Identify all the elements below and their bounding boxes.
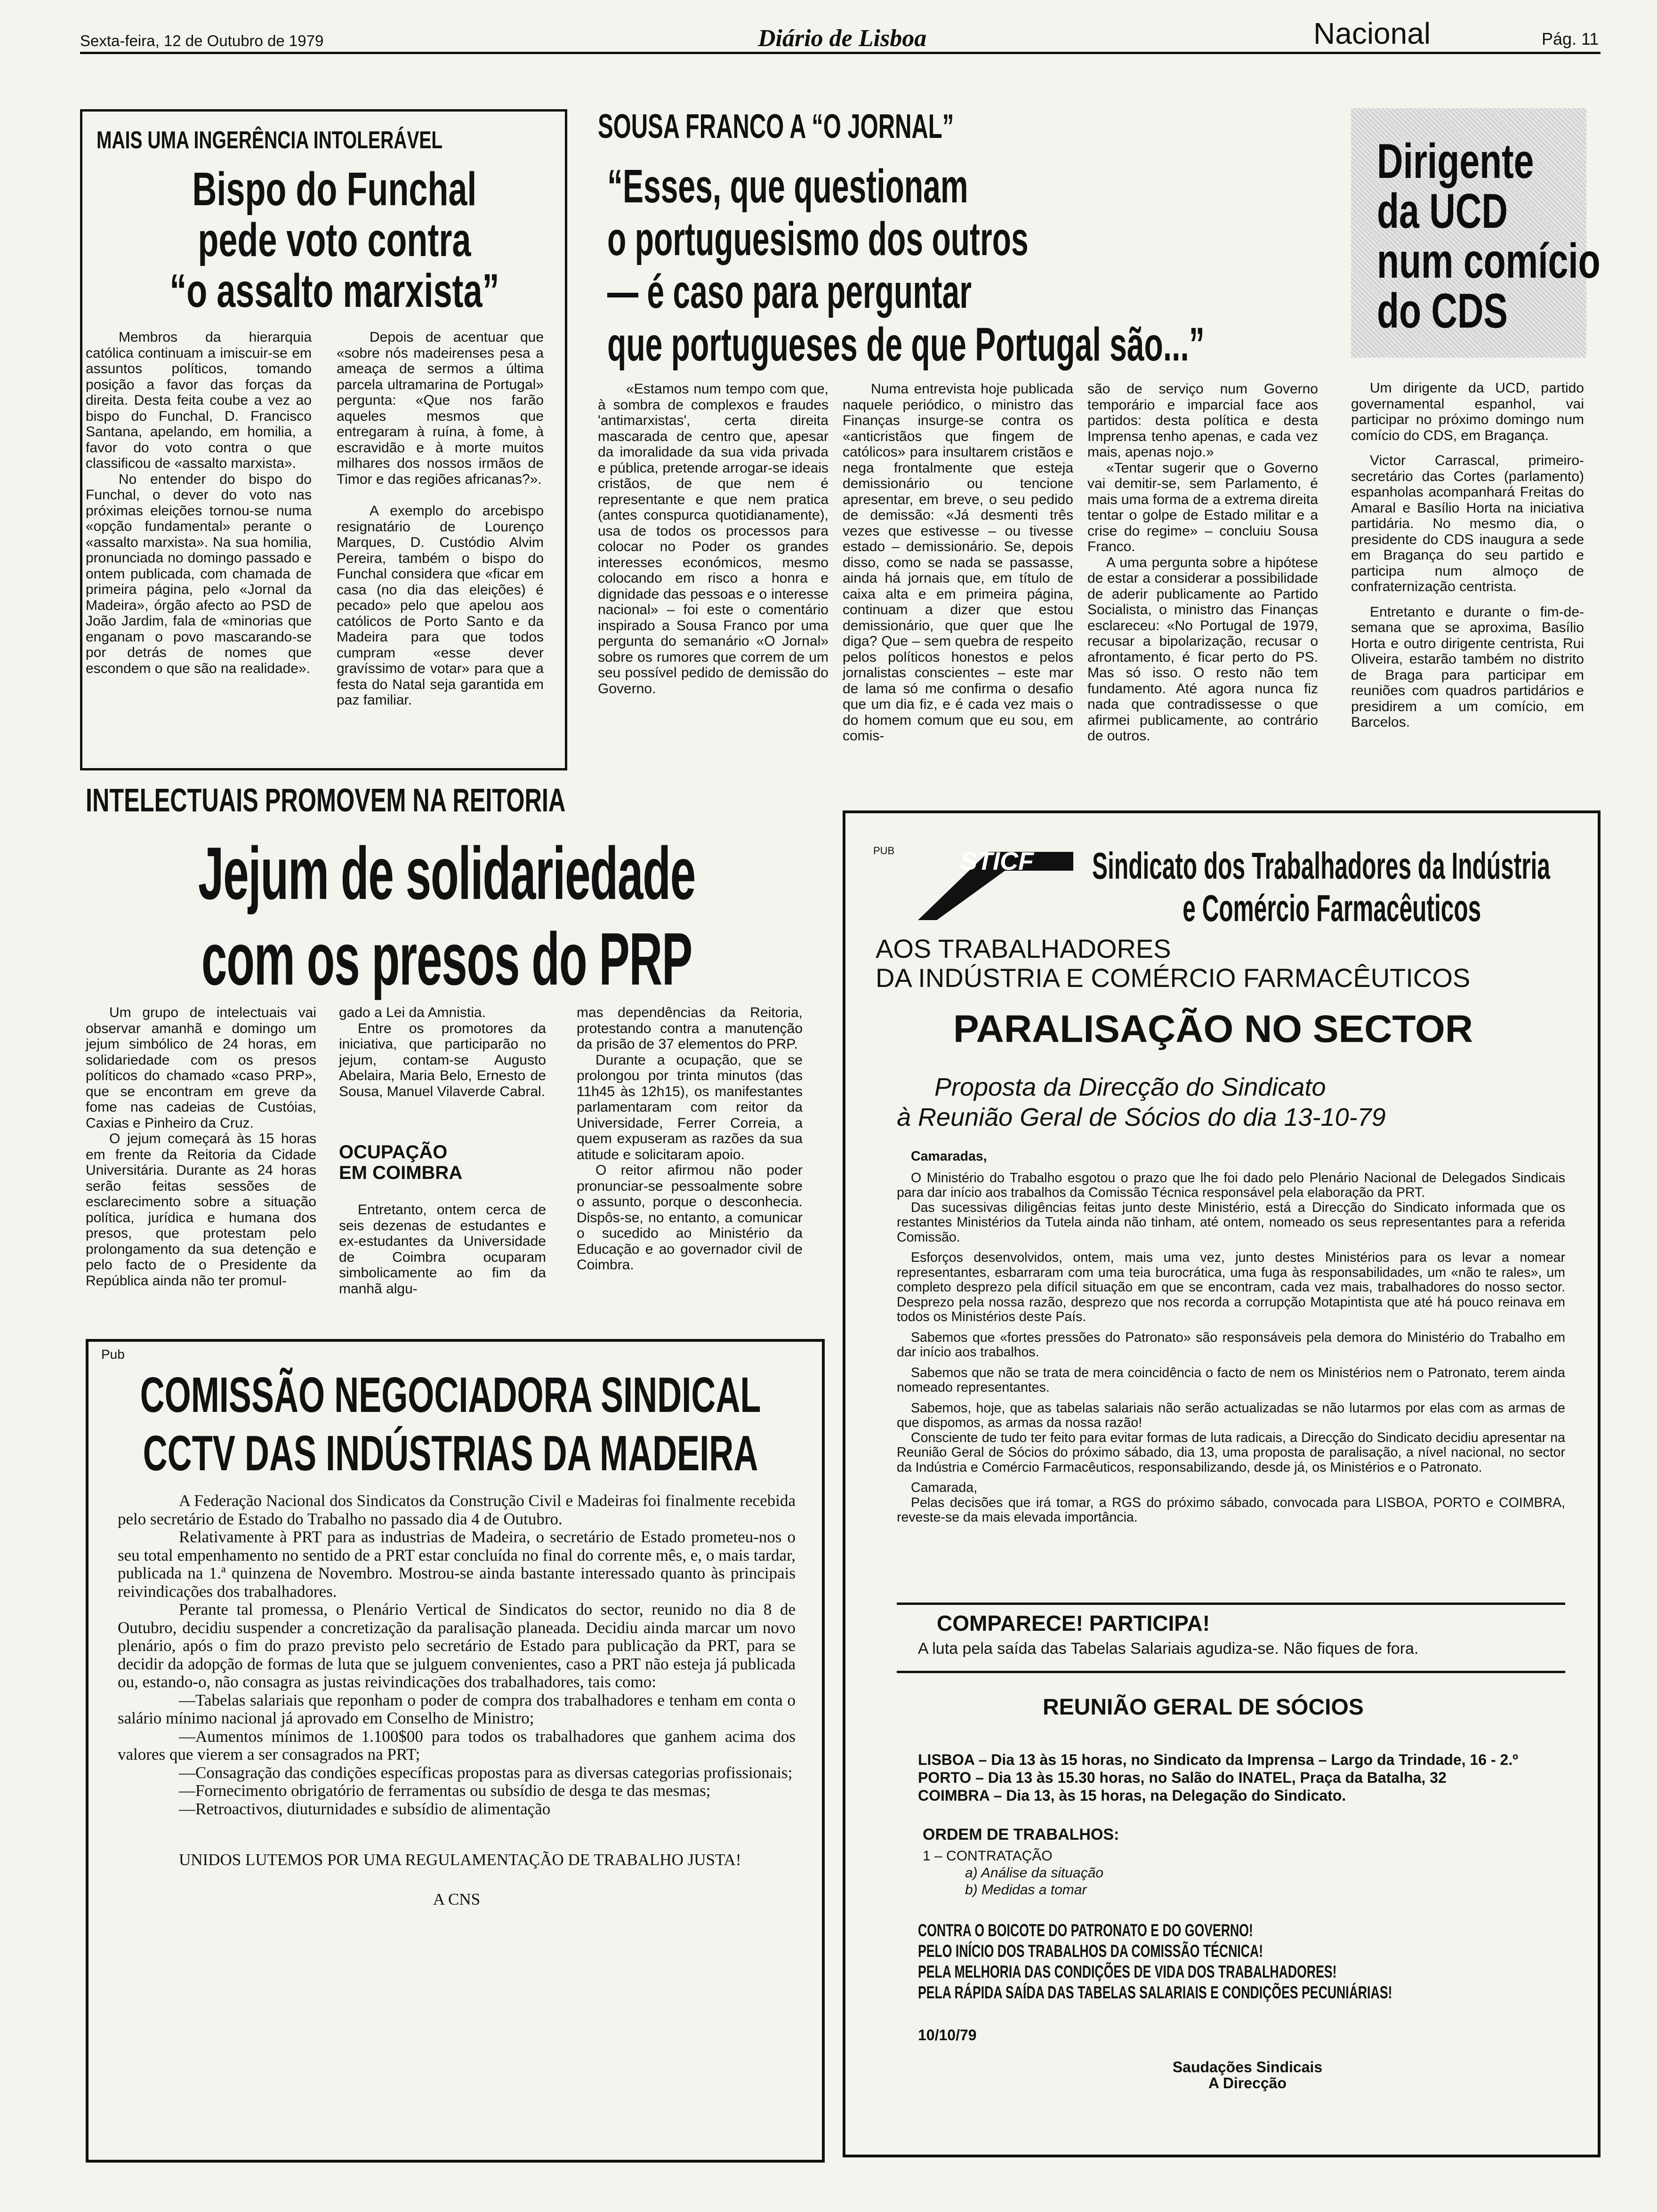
ad-cns-title-line: CCTV DAS INDÚSTRIAS DA MADEIRA	[143, 1426, 758, 1481]
jejum-headline	[169, 831, 724, 1002]
sousa-headline-line: o portuguesismo dos outros	[607, 213, 1029, 265]
paragraph: Sabemos, hoje, que as tabelas salariais não serão actualizadas se não lutarmos por elas com as armas de que dispomos, as armas da nossa razão!	[897, 1400, 1565, 1430]
meeting-line: LISBOA – Dia 13 às 15 horas, no Sindicato da Imprensa – Largo da Trindade, 16 - 2.º	[918, 1751, 1518, 1768]
sticf-divider	[897, 1603, 1565, 1605]
paragraph: «Tentar sugerir que o Governo vai demitir-se, sem Parlamento, é mais uma forma de a extrema direita tentar o golpe de Estado militar e a crise do regime» – concluiu Sousa Franco.	[1087, 460, 1318, 554]
paragraph: Victor Carrascal, primeiro-secretário das Cortes (parlamento) espanholas acompanhará Freitas do Amaral e Basílio Horta na iniciativa partidária. No mesmo dia, o presidente do CDS inaugura a sede em Bragança do seu partido e participa num almoço de confraternização centrista.	[1351, 453, 1584, 594]
subtitle-line: à Reunião Geral de Sócios do dia 13-10-79	[897, 1103, 1386, 1131]
paragraph: A Federação Nacional dos Sindicatos da Construção Civil e Madeiras foi finalmente recebida pelo secretário de Estado do Trabalho no passado dia 4 de Outubro.	[118, 1491, 796, 1528]
ucd-headline-line: num comício	[1377, 234, 1601, 289]
union-name-line: Sindicato dos Trabalhadores da Indústria	[1092, 845, 1550, 887]
bispo-headline-line: pede voto contra	[198, 214, 471, 266]
sticf-meetings	[918, 1751, 1518, 1804]
ucd-headline	[1377, 136, 1601, 336]
issue-date: Sexta-feira, 12 de Outubro de 1979	[80, 32, 324, 49]
masthead: Diário de Lisboa	[758, 25, 927, 52]
sticf-call: COMPARECE! PARTICIPA!	[937, 1611, 1210, 1635]
jejum-headline-line: Jejum de solidariedade	[198, 832, 696, 915]
ad-cns-signature: A CNS	[433, 1890, 481, 1908]
paragraph: O reitor afirmou não poder pronunciar-se pessoalmente sobre o assunto, porque o desconhecia. Dispôs-se, no entanto, a comunicar o sucedido ao Ministério da Educação e ao governador civil de Coimbra.	[577, 1162, 803, 1273]
bispo-column-1	[86, 329, 312, 676]
paragraph: «Estamos num tempo com que, à sombra de complexos e fraudes 'antimarxistas', certa direita mascarada de centro que, apesar da imoralidade da sua vida privada e pública, pretende arrogar-se ideais cristãos, de que nem é representante e que nem pratica (antes conspurca quotidianamente), usa de todos os processos para colocar no Poder os grandes interesses económicos, mesmo colocando em risco a honra e dignidade das pessoas e o interesse nacional» – foi este o comentário inspirado a Sousa Franco por uma pergunta do semanário «O Jornal» sobre os rumores que correm de um seu possível pedido de demissão do Governo.	[598, 381, 828, 697]
paragraph: A exemplo do arcebispo resignatário de Lourenço Marques, D. Custódio Alvim Pereira, também o bispo do Funchal considera que «ficar em casa (no dia das eleições) é pecado» pelo que apelou aos católicos de Porto Santo e da Madeira para que todos cumpram «esse dever gravíssimo de votar» para que a festa do Natal seja garantida em paz familiar.	[337, 503, 544, 708]
sousa-headline-line: que portugueses de que Portugal são...”	[607, 318, 1205, 371]
paragraph: Camarada,	[911, 1480, 977, 1495]
ad-cns-body	[118, 1492, 796, 1908]
ad-cns-title-line: COMISSÃO NEGOCIADORA SINDICAL	[140, 1367, 761, 1423]
sticf-slogans	[918, 1920, 1392, 2003]
sticf-audience	[876, 934, 1470, 993]
paragraph: Esforços desenvolvidos, ontem, mais uma vez, junto destes Ministérios para os levar a nomear representantes, esbarraram com uma teia burocrática, uma fuga às responsabilidades, um «não te rales», um completo desprezo pela difícil situação em que se encontram, cada vez mais, trabalhadores do nosso sector. Desprezo pela nossa razão, desprezo que nos recorda a corrupção Motapintista que até há pouco reinava em todos os Ministérios deste País.	[897, 1250, 1565, 1324]
ad-sticf-tag: PUB	[873, 845, 895, 857]
sousa-headline-line: “Esses, que questionam	[607, 160, 968, 213]
paragraph: Consciente de tudo ter feito para evitar formas de luta radicais, a Direcção do Sindicato decidiu apresentar na Reunião Geral de Sócios do próximo sábado, dia 13, uma proposta de paralisação, a nível nacional, no sector da Indústria e Comércio Farmacêuticos, responsabilizando, desde já, os Ministérios e o Patronato.	[897, 1430, 1565, 1475]
slogan-line: PELO INÍCIO DOS TRABALHOS DA COMISSÃO TÉCNICA!	[918, 1941, 1263, 1961]
slogan-line: CONTRA O BOICOTE DO PATRONATO E DO GOVERNO!	[918, 1921, 1253, 1940]
sousa-headline	[607, 160, 1205, 371]
ucd-headline-line: do CDS	[1377, 284, 1508, 338]
ucd-headline-line: Dirigente	[1377, 134, 1534, 189]
subhead-line: EM COIMBRA	[339, 1162, 463, 1183]
bispo-headline	[150, 164, 519, 316]
section-name: Nacional	[1313, 16, 1431, 50]
paragraph: Pelas decisões que irá tomar, a RGS do próximo sábado, convocada para LISBOA, PORTO e COIMBRA, reveste-se da mais elevada importância.	[897, 1495, 1565, 1525]
jejum-headline-line: com os presos do PRP	[201, 918, 692, 1001]
agenda-title: ORDEM DE TRABALHOS:	[923, 1826, 1119, 1843]
ucd-column	[1351, 380, 1584, 730]
paragraph: Sabemos que «fortes pressões do Patronato» são responsáveis pela demora do Ministério do Trabalho em dar início aos trabalhos.	[897, 1330, 1565, 1360]
header-rule	[80, 52, 1601, 54]
paragraph: Entretanto, ontem cerca de seis dezenas de estudantes e ex-estudantes da Universidade de Coimbra ocuparam simbolicamente ao fim da manhã algu-	[339, 1202, 546, 1297]
list-item: —Aumentos mínimos de 1.100$00 para todos os trabalhadores que ganhem acima dos valores que vierem a ser consagrados na PRT;	[118, 1727, 796, 1763]
ad-cns-title	[122, 1366, 779, 1483]
paragraph: Depois de acentuar que «sobre nós madeirenses pesa a ameaça de sermos a última parcela ultramarina de Portugal» pergunta: «Que nos farão aqueles mesmos que entregaram à ruína, à fome, à escravidão e à morte muitos milhares dos nossos irmãos de Timor e das regiões africanas?».	[337, 329, 544, 487]
signature-line: Saudações Sindicais	[1172, 2059, 1323, 2076]
paragraph: Perante tal promessa, o Plenário Vertical de Sindicatos do sector, reunido no dia 8 de Outubro, decidiu suspender a concretização da paralisação planeada. Decidiu ainda marcar um novo plenário, após o fim do prazo previsto pelo secretário de Estado para publicação da PRT, para se decidir da adopção de formas de luta que se julguem convenientes, caso a PRT não esteja já publicada ou, estando-o, não consagra as justas reivindicações dos trabalhadores, tais como:	[118, 1600, 796, 1691]
bispo-column-2	[337, 329, 544, 708]
sticf-salutation: Camaradas,	[911, 1149, 987, 1164]
paragraph: O jejum começará às 15 horas em frente da Reitoria da Cidade Universitária. Durante as 24 horas serão feitas sessões de esclarecimento sobre a situação política, jurídica e humana dos presos, que protestam pelo prolongamento da sua detenção e pelo facto de o Presidente da República ainda não ter promul-	[86, 1131, 316, 1289]
sousa-column-1	[598, 381, 828, 697]
jejum-subhead	[339, 1142, 546, 1183]
paragraph: Entretanto e durante o fim-de-semana que se aproxima, Basílio Horta e outro dirigente centrista, Rui Oliveira, estarão também no distrito de Braga para participar em reuniões com quadros partidários e presidirem a um comício, em Barcelos.	[1351, 604, 1584, 730]
paragraph: gado a Lei da Amnistia.	[339, 1005, 486, 1020]
agenda-sub: a) Análise da situação	[965, 1865, 1104, 1881]
sousa-kicker: SOUSA FRANCO A “O JORNAL”	[598, 108, 954, 145]
meeting-line: COIMBRA – Dia 13, às 15 horas, na Delegação do Sindicato.	[918, 1787, 1346, 1804]
paragraph: Durante a ocupação, que se prolongou por trinta minutos (das 11h45 às 12h15), os manifestantes parlamentaram com reitor da Universidade, Ferrer Correia, a quem expuseram as razões da sua atitude e solicitaram apoio.	[577, 1052, 803, 1162]
slogan-line: PELA RÁPIDA SAÍDA DAS TABELAS SALARIAIS E CONDIÇÕES PECUNIÁRIAS!	[918, 1983, 1392, 2002]
list-item: —Consagração das condições específicas propostas para as diversas categorias profissionais;	[179, 1763, 793, 1782]
slogan-line: PELA MELHORIA DAS CONDIÇÕES DE VIDA DOS TRABALHADORES!	[918, 1962, 1337, 1981]
sticf-logo-text: STICF	[960, 847, 1034, 875]
sticf-title: PARALISAÇÃO NO SECTOR	[953, 1008, 1473, 1050]
sticf-call-sub: A luta pela saída das Tabelas Salariais agudiza-se. Não fiques de fora.	[918, 1640, 1419, 1658]
bispo-headline-line: “o assalto marxista”	[169, 264, 499, 317]
paragraph: Entre os promotores da iniciativa, que participarão no jejum, contam-se Augusto Abelaira, Maria Belo, Ernesto de Sousa, Manuel Vilaverde Cabral.	[339, 1020, 546, 1099]
sousa-headline-line: — é caso para perguntar	[607, 265, 972, 318]
list-item: —Tabelas salariais que reponham o poder de compra dos trabalhadores e tenham em conta o salário mínimo nacional já aprovado em Conselho de Ministro;	[118, 1691, 796, 1727]
list-item: —Fornecimento obrigatório de ferramentas ou subsídio de desga te das mesmas;	[179, 1781, 711, 1800]
ad-cns-closing: UNIDOS LUTEMOS POR UMA REGULAMENTAÇÃO DE TRABALHO JUSTA!	[179, 1851, 741, 1869]
paragraph: A uma pergunta sobre a hipótese de estar a considerar a possibilidade de aderir publicamente ao Partido Socialista, o ministro das Finanças esclareceu: «No Portugal de 1979, recusar a bipolarização, recusar o afrontamento, é ficar perto do PS. Mas só isso. O resto não tem fundamento. Até agora nunca fiz nada que contradissesse o que afirmei publicamente, ao contrário de outros.	[1087, 554, 1318, 744]
paragraph: são de serviço num Governo temporário e imparcial face aos partidos: desta política e desta Imprensa tenho apenas, e cada vez mais, apenas nojo.»	[1087, 381, 1318, 460]
subhead-line: OCUPAÇÃO	[339, 1142, 448, 1162]
paragraph: Das sucessivas diligências feitas junto deste Ministério, está a Direcção do Sindicato informada que os restantes Ministérios da Tutela ainda não tinham, até ontem, nomeado os seus representantes para a referida Comissão.	[897, 1200, 1565, 1245]
paragraph: mas dependências da Reitoria, protestando contra a manutenção da prisão de 37 elementos do PRP.	[577, 1005, 803, 1052]
paragraph: Sabemos que não se trata de mera coincidência o facto de nem os Ministérios nem o Patronato, terem ainda nomeado representantes.	[897, 1365, 1565, 1395]
jejum-kicker: INTELECTUAIS PROMOVEM NA REITORIA	[86, 782, 566, 818]
agenda-sub: b) Medidas a tomar	[965, 1882, 1087, 1898]
sousa-column-3	[1087, 381, 1318, 744]
paragraph: Um grupo de intelectuais vai observar amanhã e domingo um jejum simbólico de 24 horas, em solidariedade com os presos políticos do chamado «caso PRP», que se encontram em greve da fome nas cadeias de Custóias, Caxias e Pinheiro da Cruz.	[86, 1005, 316, 1131]
meeting-line: PORTO – Dia 13 às 15.30 horas, no Salão do INATEL, Praça da Batalha, 32	[918, 1769, 1447, 1786]
sticf-agenda	[923, 1826, 1119, 1899]
paragraph: No entender do bispo do Funchal, o dever do voto nas próximas eleições tornou-se numa «opção fundamental» perante o «assalto marxista». Na sua homilia, pronunciada no domingo passado e ontem publicada, com chamada de primeira página, pelo «Jornal da Madeira», órgão afecto ao PSD de João Jardim, fala de «minorias que enganam o povo mascarando-se por detrás de nomes que escondem o que são na realidade».	[86, 471, 312, 676]
paragraph: Numa entrevista hoje publicada naquele periódico, o ministro das Finanças insurge-se contra os «anticristãos que fingem de católicos» para insultarem cristãos e nega frontalmente que esteja demissionário ou tencione apresentar, em breve, o seu pedido de demissão: «Já desmenti três vezes que estivesse – ou tivesse estado – demissionário. Se, depois disso, como se nada se passasse, ainda há jornais que, em título de caixa alta e em primeira página, continuam a dizer que estou demissionário, que quer que lhe diga? Que – sem quebra de respeito pelos políticos honestos e pelos jornalistas conscientes – este mar de lama só me confirma o desafio que um dia fiz, e é cada vez mais o do homem comum que eu sou, em comis-	[843, 381, 1073, 744]
jejum-column-2	[339, 1005, 546, 1297]
jejum-column-1	[86, 1005, 316, 1289]
sticf-logo-icon	[904, 842, 1073, 922]
sticf-subtitle	[897, 1072, 1386, 1132]
sticf-meeting-title: REUNIÃO GERAL DE SÓCIOS	[1043, 1695, 1364, 1720]
audience-line: AOS TRABALHADORES	[876, 934, 1171, 963]
union-name-line: e Comércio Farmacêuticos	[1182, 887, 1481, 929]
bispo-headline-line: Bispo do Funchal	[192, 163, 477, 216]
signature-line: A Direcção	[1208, 2075, 1287, 2092]
paragraph: Membros da hierarquia católica continuam a imiscuir-se em assuntos políticos, tomando posição a favor das forças da direita. Desta feita coube a vez ao bispo do Funchal, D. Francisco Santana, apelando, em homilia, a favor do voto contra o que classificou de «assalto marxista».	[86, 329, 312, 471]
agenda-item: 1 – CONTRATAÇÃO	[923, 1848, 1053, 1864]
sticf-union-name	[1092, 845, 1550, 930]
sticf-logo	[904, 842, 1073, 922]
sticf-date: 10/10/79	[918, 2027, 977, 2044]
jejum-column-3	[577, 1005, 803, 1273]
paragraph: Um dirigente da UCD, partido governamental espanhol, vai participar no próximo domingo num comício do CDS, em Bragança.	[1351, 380, 1584, 443]
paragraph: Relativamente à PRT para as industrias de Madeira, o secretário de Estado prometeu-nos o seu total empenhamento no sentido de a PRT estar concluída no final do corrente mês, e, o mais tardar, publicada na 1.ª quinzena de Novembro. Mostrou-se ainda bastante interessado quanto às principais reivindicações dos trabalhadores.	[118, 1528, 796, 1601]
page-number: Pág. 11	[1542, 29, 1599, 48]
paragraph: O Ministério do Trabalho esgotou o prazo que lhe foi dado pelo Plenário Nacional de Delegados Sindicais para dar início aos trabalhos da Comissão Técnica responsável pela elaboração da PRT.	[897, 1170, 1565, 1200]
ad-cns-tag: Pub	[101, 1347, 125, 1362]
sousa-column-2	[843, 381, 1073, 744]
sticf-signature	[1130, 2059, 1365, 2091]
subtitle-line: Proposta da Direcção do Sindicato	[934, 1073, 1326, 1101]
ucd-headline-line: da UCD	[1377, 184, 1508, 239]
audience-line: DA INDÚSTRIA E COMÉRCIO FARMACÊUTICOS	[876, 963, 1471, 993]
sticf-body	[897, 1149, 1565, 1525]
sticf-divider	[897, 1671, 1565, 1673]
list-item: —Retroactivos, diuturnidades e subsídio de alimentação	[179, 1799, 551, 1818]
bispo-kicker: MAIS UMA INGERÊNCIA INTOLERÁVEL	[97, 127, 443, 154]
